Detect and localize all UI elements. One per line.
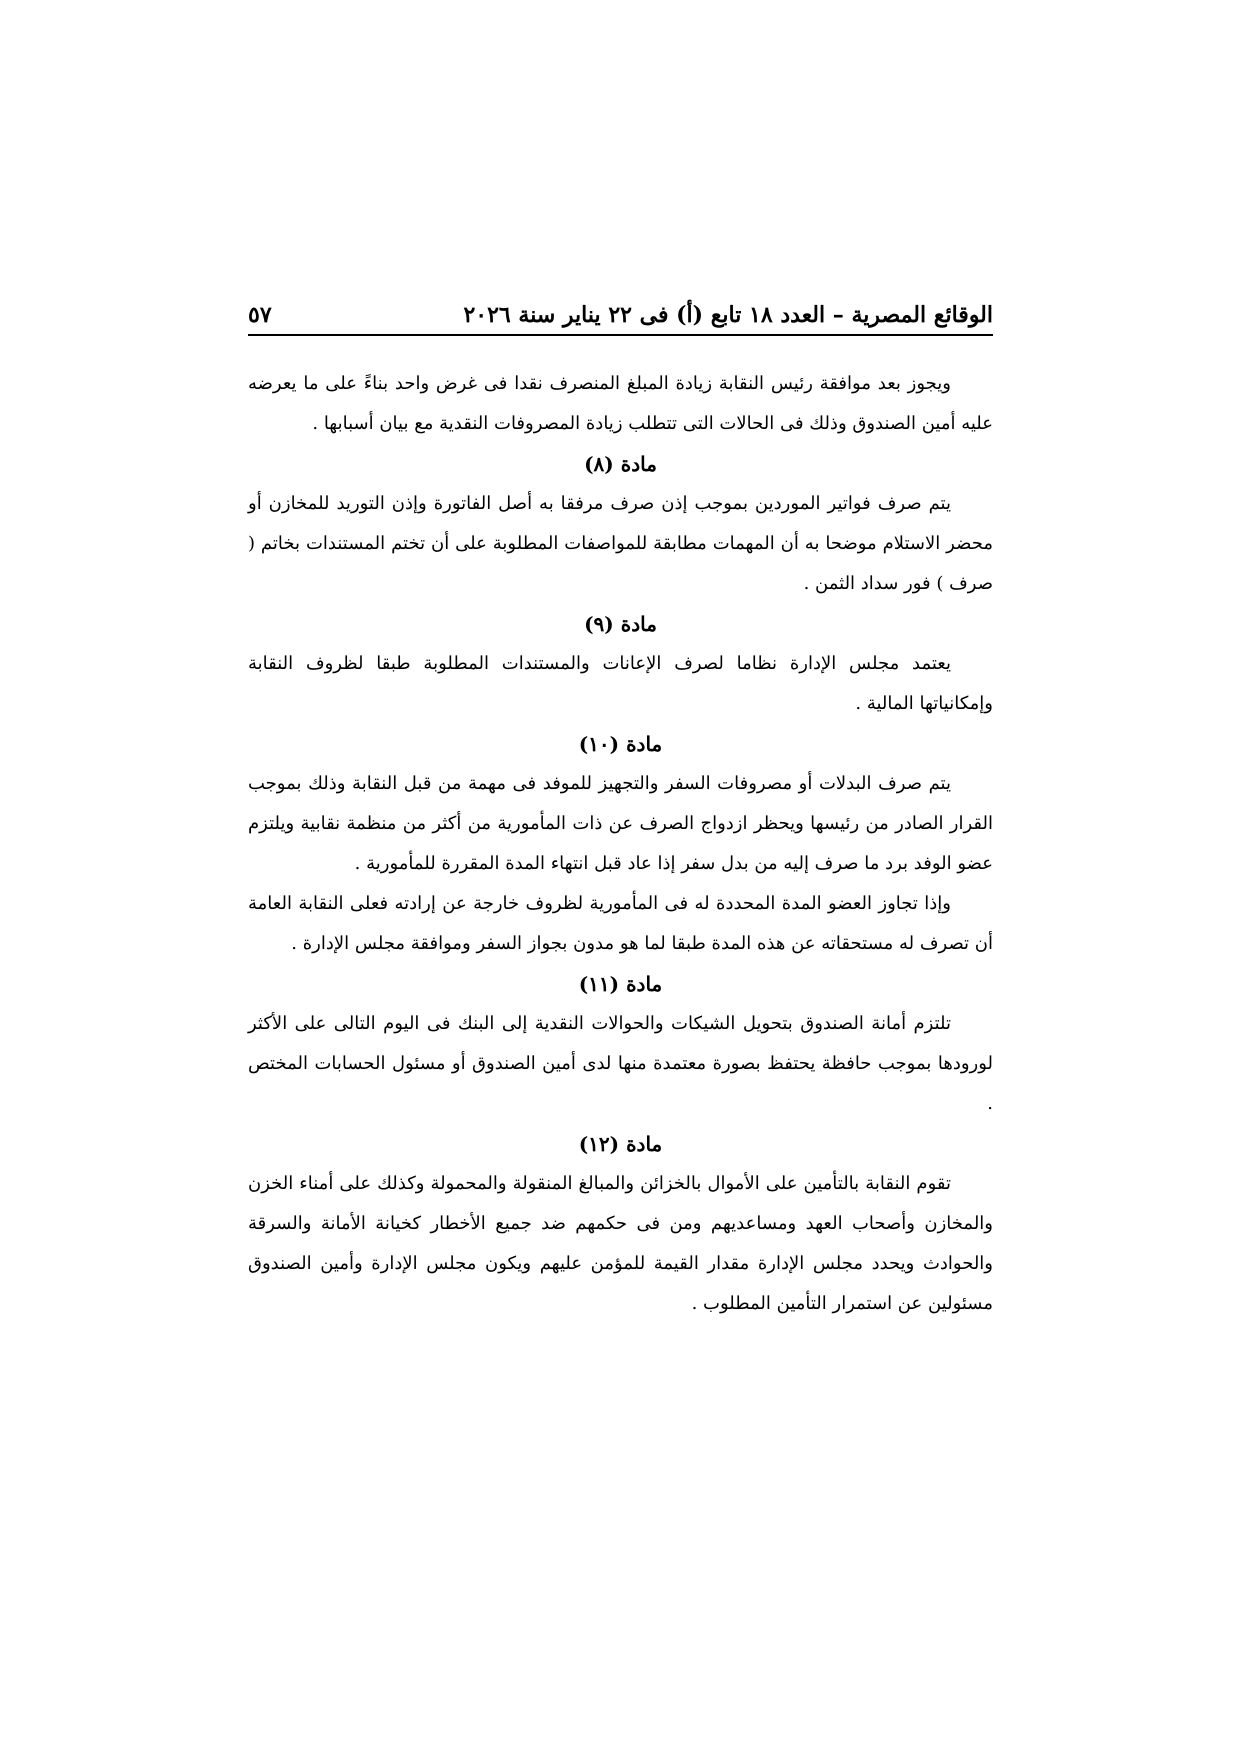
article-11-heading: مادة (١١) — [578, 972, 663, 996]
article-10-heading: مادة (١٠) — [578, 732, 663, 756]
page-header — [248, 284, 993, 328]
header-divider — [248, 334, 993, 336]
article-10-paragraph-2: وإذا تجاوز العضو المدة المحددة له فى المأمورية لظروف خارجة عن إرادته فعلى النقابة العامة أن تصرف له مستحقاته عن هذه المدة طبقا لما هو مدون بجواز السفر وموافقة مجلس الإدارة . — [248, 893, 993, 954]
header-title: الوقائع المصرية – العدد ١٨ تابع (أ) فى ٢٢ يناير سنة ٢٠٢٦ — [463, 302, 993, 328]
intro-paragraph: ويجوز بعد موافقة رئيس النقابة زيادة المبلغ المنصرف نقدا فى غرض واحد بناءً على ما يعرضه عليه أمين الصندوق وذلك فى الحالات التى تتطلب زيادة المصروفات النقدية مع بيان أسبابها . — [248, 373, 993, 434]
article-8-heading: مادة (٨) — [584, 452, 657, 476]
page-number: ٥٧ — [248, 302, 272, 328]
article-12-paragraph: تقوم النقابة بالتأمين على الأموال بالخزائن والمبالغ المنقولة والمحمولة وكذلك على أمناء الخزن والمخازن وأصحاب العهد ومساعديهم ومن فى حكمهم ضد جميع الأخطار كخيانة الأمانة والسرقة والحوادث ويحدد مجلس الإدارة مقدار القيمة للمؤمن عليهم ويكون مجلس الإدارة وأمين الصندوق مسئولين عن استمرار التأمين المطلوب . — [248, 1173, 993, 1314]
article-9-paragraph: يعتمد مجلس الإدارة نظاما لصرف الإعانات والمستندات المطلوبة طبقا لظروف النقابة وإمكانياتها المالية . — [248, 653, 993, 714]
document-body — [248, 364, 993, 1324]
article-8-paragraph: يتم صرف فواتير الموردين بموجب إذن صرف مرفقا به أصل الفاتورة وإذن التوريد للمخازن أو محضر الاستلام موضحا به أن المهمات مطابقة للمواصفات المطلوبة على أن تختم المستندات بخاتم ( صرف ) فور سداد الثمن . — [248, 493, 993, 594]
article-11-paragraph: تلتزم أمانة الصندوق بتحويل الشيكات والحوالات النقدية إلى البنك فى اليوم التالى على الأكثر لورودها بموجب حافظة يحتفظ بصورة معتمدة منها لدى أمين الصندوق أو مسئول الحسابات المختص . — [248, 1013, 993, 1114]
article-12-heading: مادة (١٢) — [578, 1132, 663, 1156]
article-10-paragraph-1: يتم صرف البدلات أو مصروفات السفر والتجهيز للموفد فى مهمة من قبل النقابة وذلك بموجب القرار الصادر من رئيسها ويحظر ازدواج الصرف عن ذات المأمورية من أكثر من منظمة نقابية ويلتزم عضو الوفد برد ما صرف إليه من بدل سفر إذا عاد قبل انتهاء المدة المقررة للمأمورية . — [248, 773, 993, 874]
article-9-heading: مادة (٩) — [584, 612, 657, 636]
